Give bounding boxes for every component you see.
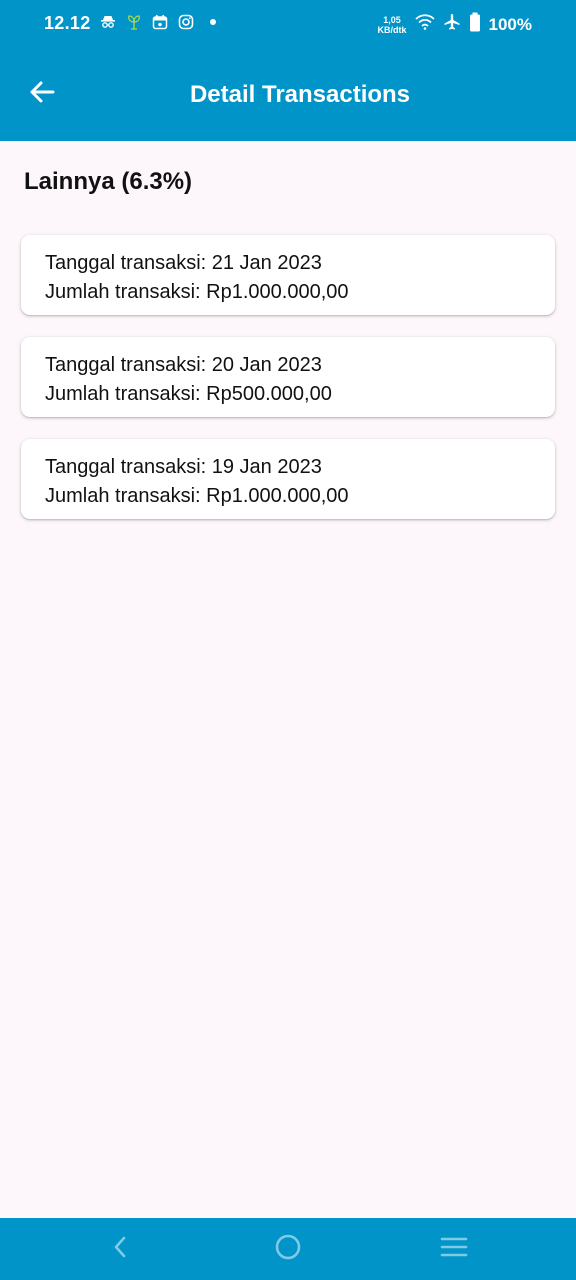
transaction-date: Tanggal transaksi: 19 Jan 2023 (45, 456, 322, 478)
transaction-amount: Jumlah transaksi: Rp500.000,00 (45, 383, 332, 405)
network-speed (378, 15, 407, 35)
transaction-amount: Jumlah transaksi: Rp1.000.000,00 (45, 281, 349, 303)
wifi-icon (415, 14, 435, 35)
nav-menu-button[interactable] (437, 1232, 471, 1266)
app-bar (0, 48, 576, 141)
transaction-card[interactable] (21, 439, 555, 519)
app-leaf-icon (126, 14, 142, 30)
system-nav-bar (0, 1218, 576, 1280)
battery-icon (469, 12, 481, 37)
battery-percentage: 100% (488, 14, 532, 34)
more-notifications-dot-icon (210, 19, 216, 25)
circle-home-icon (274, 1233, 302, 1266)
calendar-app-icon (152, 14, 168, 30)
airplane-mode-icon (443, 13, 461, 36)
chevron-left-icon (109, 1235, 133, 1264)
category-title: Lainnya (6.3%) (24, 168, 193, 195)
net-speed-unit: KB/dtk (377, 24, 407, 35)
system-icons (378, 12, 532, 37)
status-bar (0, 0, 576, 48)
transaction-card[interactable] (21, 235, 555, 315)
menu-lines-icon (440, 1235, 468, 1264)
back-button[interactable] (20, 72, 64, 116)
page-title: Detail Transactions (189, 81, 411, 108)
nav-back-button[interactable] (104, 1232, 138, 1266)
instagram-icon (178, 14, 194, 30)
nav-home-button[interactable] (271, 1232, 305, 1266)
transaction-card[interactable] (21, 337, 555, 417)
status-time: 12.12 (44, 13, 91, 33)
incognito-icon (100, 14, 116, 30)
net-speed-value: 1,05 (383, 14, 401, 25)
transaction-date: Tanggal transaksi: 21 Jan 2023 (45, 252, 322, 274)
transaction-list (21, 235, 555, 541)
arrow-left-icon (28, 78, 56, 111)
transaction-date: Tanggal transaksi: 20 Jan 2023 (45, 354, 322, 376)
notification-icons (100, 14, 216, 30)
transaction-amount: Jumlah transaksi: Rp1.000.000,00 (45, 485, 349, 507)
